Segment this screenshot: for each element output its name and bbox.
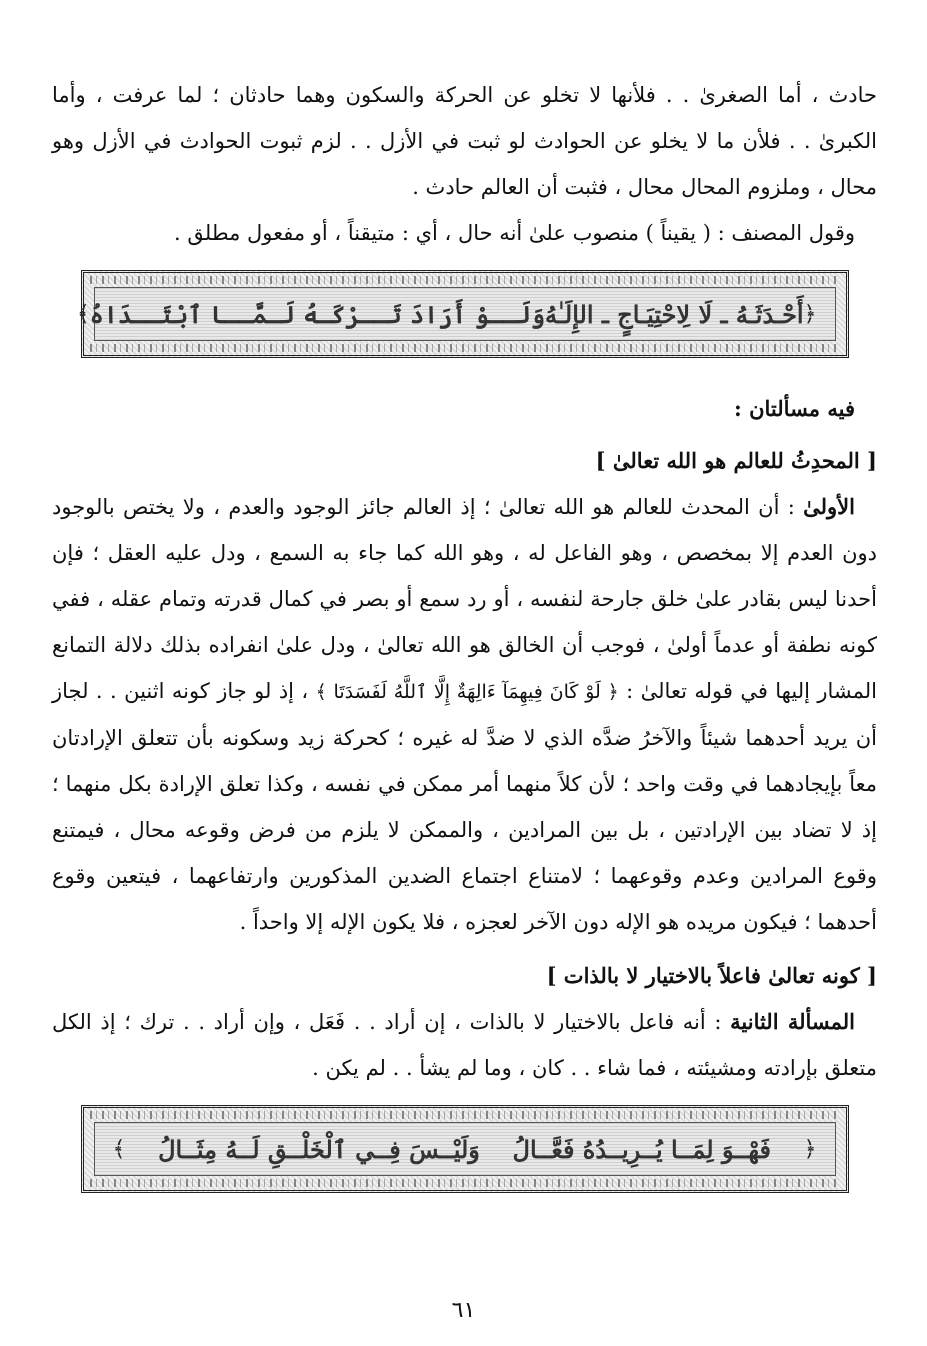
ornament-border-top [90, 276, 840, 284]
ornate-bracket-right: ﴿ [803, 1136, 817, 1162]
section-heading-2: [ كونه تعالىٰ فاعلاً بالاختيار لا بالذات ] [546, 963, 877, 988]
ornament-border-bottom [90, 1179, 840, 1187]
ornament-border-bottom [90, 344, 840, 352]
verse-panel-1 [76, 287, 836, 341]
verse-frame-2 [81, 1105, 849, 1193]
verse-panel-2 [94, 1122, 836, 1176]
intro-line: فيه مسألتان : [734, 396, 855, 421]
section2-text: : أنه فاعل بالاختيار لا بالذات ، إن أراد . . فَعَل ، وإن أراد . . ترك ؛ إذ الكل متعلق بإرادته ومشيئته ، فما شاء . . كان ، وما لم يشأ . . لم يكن . [52, 1010, 877, 1080]
paragraph-top-2: وقول المصنف : ( يقيناً ) منصوب علىٰ أنه حال ، أي : متيقناً ، أو مفعول مطلق . [174, 221, 855, 245]
section1-text-after: ، إذ لو جاز كونه اثنين . . لجاز أن يريد أحدهما شيئاً والآخرُ ضدَّه الذي لا ضدَّ له غيره ؛ كحركة زيد وسكونه بأن تتعلق الإرادتان معاً بإيجادهما في وقت واحد ؛ لأن كلاً منهما أمر ممكن في نفسه ، وكذا تعلق الإرادة بكل منهما ؛ إذ لا تضاد بين الإرادتين ، بل بين المرادين ، والممكن لا يلزم من فرض وقوعه محال ، فيمتنع وقوع المرادين وعدم وقوعهما ؛ لامتناع اجتماع الضدين المذكورين وارتفاعهما ، فيتعين وقوع أحدهما ؛ فيكون مريده هو الإله دون الآخر لعجزه ، فلا يكون الإله إلا واحداً . [52, 679, 877, 934]
section2-lead: المسألة الثانية [730, 1009, 855, 1034]
ornate-bracket-left: ﴾ [76, 301, 90, 327]
section-heading-1: [ المحدِثُ للعالم هو الله تعالىٰ ] [595, 448, 877, 473]
verse-frame-1 [76, 270, 849, 358]
verse1-right-hemistich: أَحْـدَثَـهُ ـ لَا لِاحْتِيَـاجٍ ـ الإِلَـٰهُ [545, 299, 804, 329]
ornament-border-top [90, 1111, 840, 1119]
verse2-right-hemistich: فَهْــوَ لِمَــا يُــرِيــدُهُ فَعَّــالُ [512, 1134, 771, 1164]
section1-text-before: : أن المحدث للعالم هو الله تعالىٰ ؛ إذ العالم جائز الوجود والعدم ، ولا يختص بالوجود دون العدم إلا بمخصص ، وهو الفاعل له ، وهو الله كما جاء به السمع ، ودل عليه العقل ؛ فإن أحدنا ليس بقادر علىٰ خلق جارحة لنفسه ، أو رد سمع أو بصر في كمال قدرته وتمام عقله ، ففي كونه نطفة أو عدماً أولىٰ ، فوجب أن الخالق هو الله تعالىٰ ، ودل علىٰ انفراده بذلك دلالة التمانع المشار إليها في قوله تعالىٰ : [52, 495, 877, 703]
page-body [52, 72, 877, 1193]
section1-lead: الأولىٰ [803, 494, 855, 519]
section2-paragraph [52, 999, 877, 1091]
verse2-left-hemistich: وَلَيْــسَ فِــي ٱلْخَلْــقِ لَــهُ مِثَــالُ [158, 1134, 480, 1164]
section1-paragraph [52, 484, 877, 945]
page-number: ٦١ [451, 1298, 476, 1323]
ornate-bracket-left: ﴾ [112, 1136, 126, 1162]
quran-quote: ﴿ لَوْ كَانَ فِيهِمَآ ءَالِهَةٌ إِلَّا ٱللَّهُ لَفَسَدَتَا ﴾ [315, 681, 619, 703]
verse1-left-hemistich: وَلَــوْ أَرَادَ تَــرْكَـهُ لَـمَّــا ٱبْتَــدَاهُ [89, 299, 546, 329]
ornate-bracket-right: ﴿ [803, 301, 817, 327]
paragraph-top-1: حادث ، أما الصغرىٰ . . فلأنها لا تخلو عن الحركة والسكون وهما حادثان ؛ لما عرفت ، وأما الكبرىٰ . . فلأن ما لا يخلو عن الحوادث لو ثبت في الأزل . . لزم ثبوت الحوادث في الأزل وهو محال ، وملزوم المحال محال ، فثبت أن العالم حادث . [52, 83, 877, 199]
